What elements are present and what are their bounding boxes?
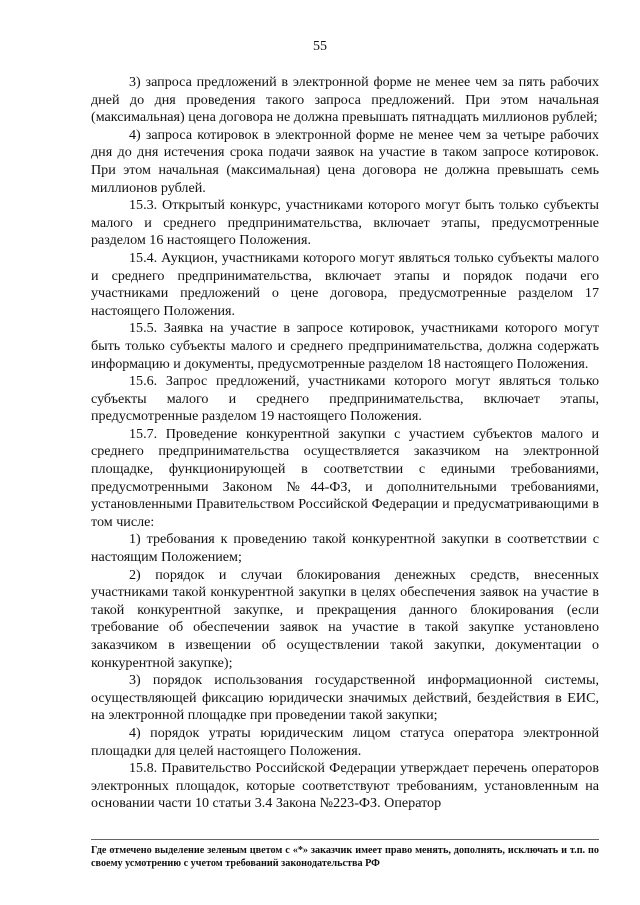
paragraph: 15.5. Заявка на участие в запросе котировок, участниками которого могут быть только субъекты малого и среднего предпринимательства, должна содержать информацию и документы, предусмотренные разделом 18 настоящего Положения. xyxy=(91,320,599,372)
paragraph: 15.4. Аукцион, участниками которого могут являться только субъекты малого и среднего предпринимательства, включает этапы и порядок подачи его участниками предложений о цене договора, предусмотренные разделом 17 настоящего Положения. xyxy=(91,249,599,319)
paragraph: 4) запроса котировок в электронной форме не менее чем за четыре рабочих дня до дня истечения срока подачи заявок на участие в таком запросе котировок. При этом начальная (максимальная) цена договора не должна превышать семь миллионов рублей. xyxy=(91,126,599,196)
paragraph: 1) требования к проведению такой конкурентной закупки в соответствии с настоящим Положением; xyxy=(91,531,599,566)
footnote: Где отмечено выделение зеленым цветом с «*» заказчик имеет право менять, дополнять, исключать и т.п. по своему усмотрению с учетом требований законодательства РФ xyxy=(91,845,599,869)
page-number: 55 xyxy=(313,39,327,54)
paragraph: 15.3. Открытый конкурс, участниками которого могут быть только субъекты малого и среднего предпринимательства, включает этапы, предусмотренные разделом 16 настоящего Положения. xyxy=(91,197,599,249)
paragraph: 15.6. Запрос предложений, участниками которого могут являться только субъекты малого и среднего предпринимательства, включает этапы, предусмотренные разделом 19 настоящего Положения. xyxy=(91,373,599,425)
paragraph: 3) запроса предложений в электронной форме не менее чем за пять рабочих дней до дня проведения такого запроса предложений. При этом начальная (максимальная) цена договора не должна превышать пятнадцать миллионов рублей; xyxy=(91,74,599,126)
footnote-divider xyxy=(91,839,599,840)
paragraph: 3) порядок использования государственной информационной системы, осуществляющей фиксацию юридически значимых действий, бездействия в ЕИС, на электронной площадке при проведении такой закупки; xyxy=(91,672,599,724)
document-body xyxy=(91,74,599,813)
paragraph: 15.8. Правительство Российской Федерации утверждает перечень операторов электронных площадок, которые соответствуют требованиям, установленным на основании части 10 статьи 3.4 Закона №223-ФЗ. Оператор xyxy=(91,760,599,812)
paragraph: 15.7. Проведение конкурентной закупки с участием субъектов малого и среднего предпринимательства осуществляется заказчиком на электронной площадке, функционирующей в соответствии с едиными требованиями, предусмотренными Законом №44-ФЗ, и дополнительными требованиями, установленными Правительством Российской Федерации и предусматривающими в том числе: xyxy=(91,425,599,530)
paragraph: 4) порядок утраты юридическим лицом статуса оператора электронной площадки для целей настоящего Положения. xyxy=(91,724,599,759)
paragraph: 2) порядок и случаи блокирования денежных средств, внесенных участниками такой конкурентной закупки в целях обеспечения заявок на участие в такой конкурентной закупке, и прекращения данного блокирования (если требование об обеспечении заявок на участие в такой закупке установлено заказчиком в извещении об осуществлении такой закупки, документации о конкурентной закупке); xyxy=(91,566,599,671)
